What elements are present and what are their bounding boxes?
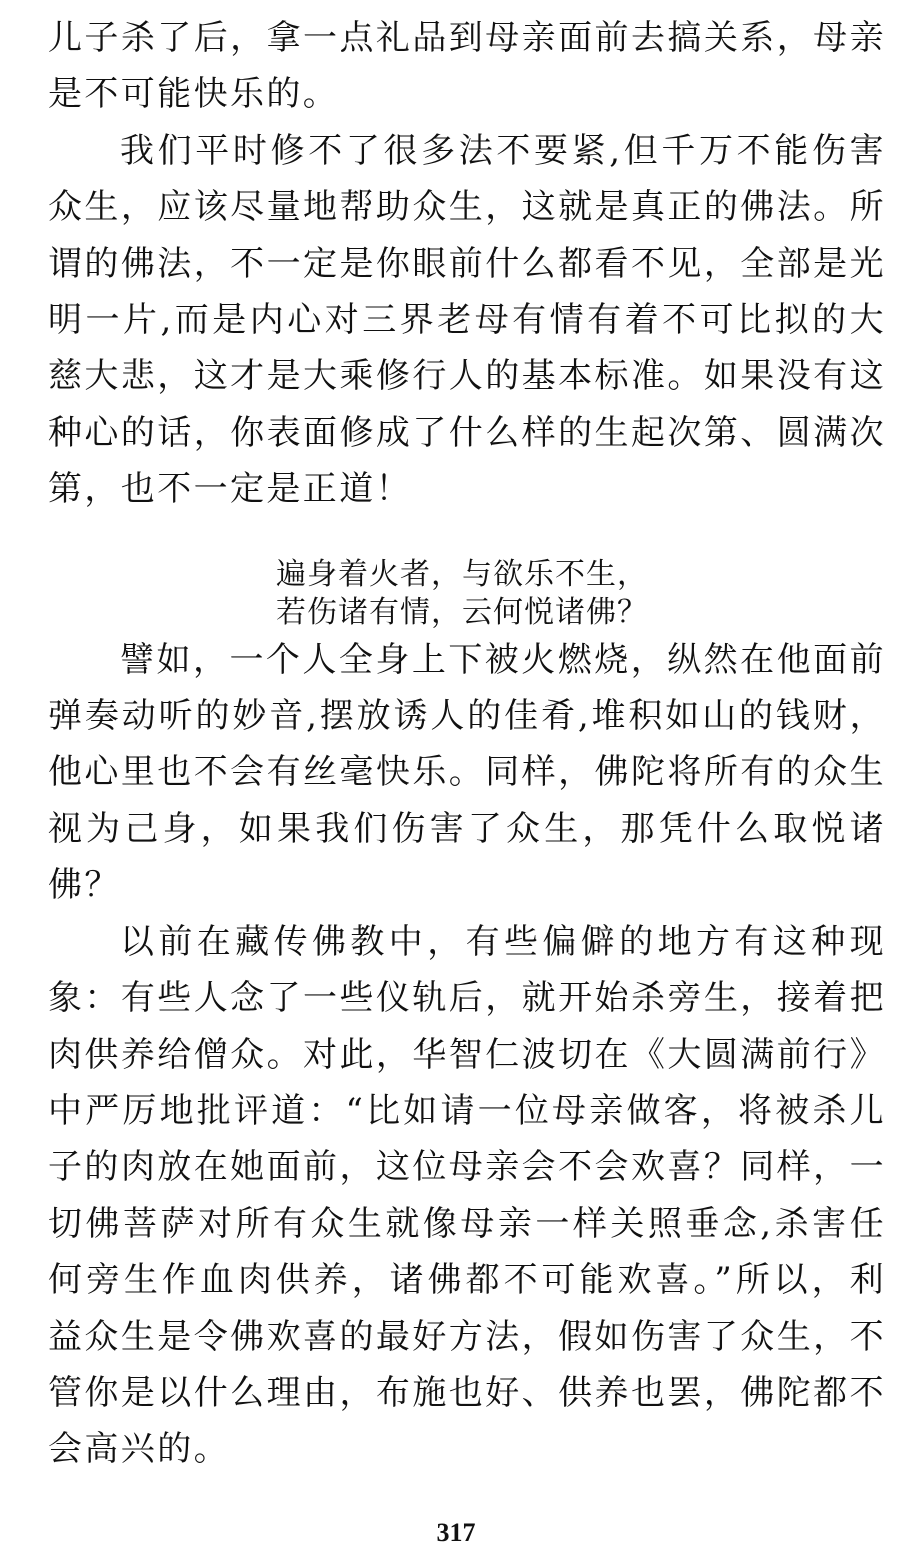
paragraph-fire-analogy: 譬如，一个人全身上下被火燃烧，纵然在他面前弹奏动听的妙音,摆放诱人的佳肴,堆积如山的钱财，他心里也不会有丝毫快乐。同样，佛陀将所有的众生视为己身，如果我们伤害了众生，那凭什么取悦诸佛？	[48, 639, 886, 906]
page-body	[48, 10, 886, 1478]
verse-line-1: 遍身着火者，与欲乐不生，	[276, 556, 648, 592]
page-number: 317	[436, 1518, 476, 1547]
paragraph-tibetan-practice: 以前在藏传佛教中，有些偏僻的地方有这种现象：有些人念了一些仪轨后，就开始杀旁生，接着把肉供养给僧众。对此，华智仁波切在《大圆满前行》中严厉地批评道：“比如请一位母亲做客，将被杀儿子的肉放在她面前，这位母亲会不会欢喜？同样，一切佛菩萨对所有众生就像母亲一样关照垂念,杀害任何旁生作血肉供养，诸佛都不可能欢喜。”所以，利益众生是令佛欢喜的最好方法，假如伤害了众生，不管你是以什么理由，布施也好、供养也罢，佛陀都不会高兴的。	[48, 921, 886, 1470]
verse-line-2: 若伤诸有情，云何悦诸佛？	[276, 594, 648, 630]
verse-block	[48, 556, 886, 632]
paragraph-harm-beings: 我们平时修不了很多法不要紧,但千万不能伤害众生，应该尽量地帮助众生，这就是真正的佛法。所谓的佛法，不一定是你眼前什么都看不见，全部是光明一片,而是内心对三界老母有情有着不可比拟的大慈大悲，这才是大乘修行人的基本标准。如果没有这种心的话，你表面修成了什么样的生起次第、圆满次第，也不一定是正道！	[48, 130, 886, 510]
paragraph-continuation: 儿子杀了后，拿一点礼品到母亲面前去搞关系，母亲是不可能快乐的。	[48, 18, 886, 115]
